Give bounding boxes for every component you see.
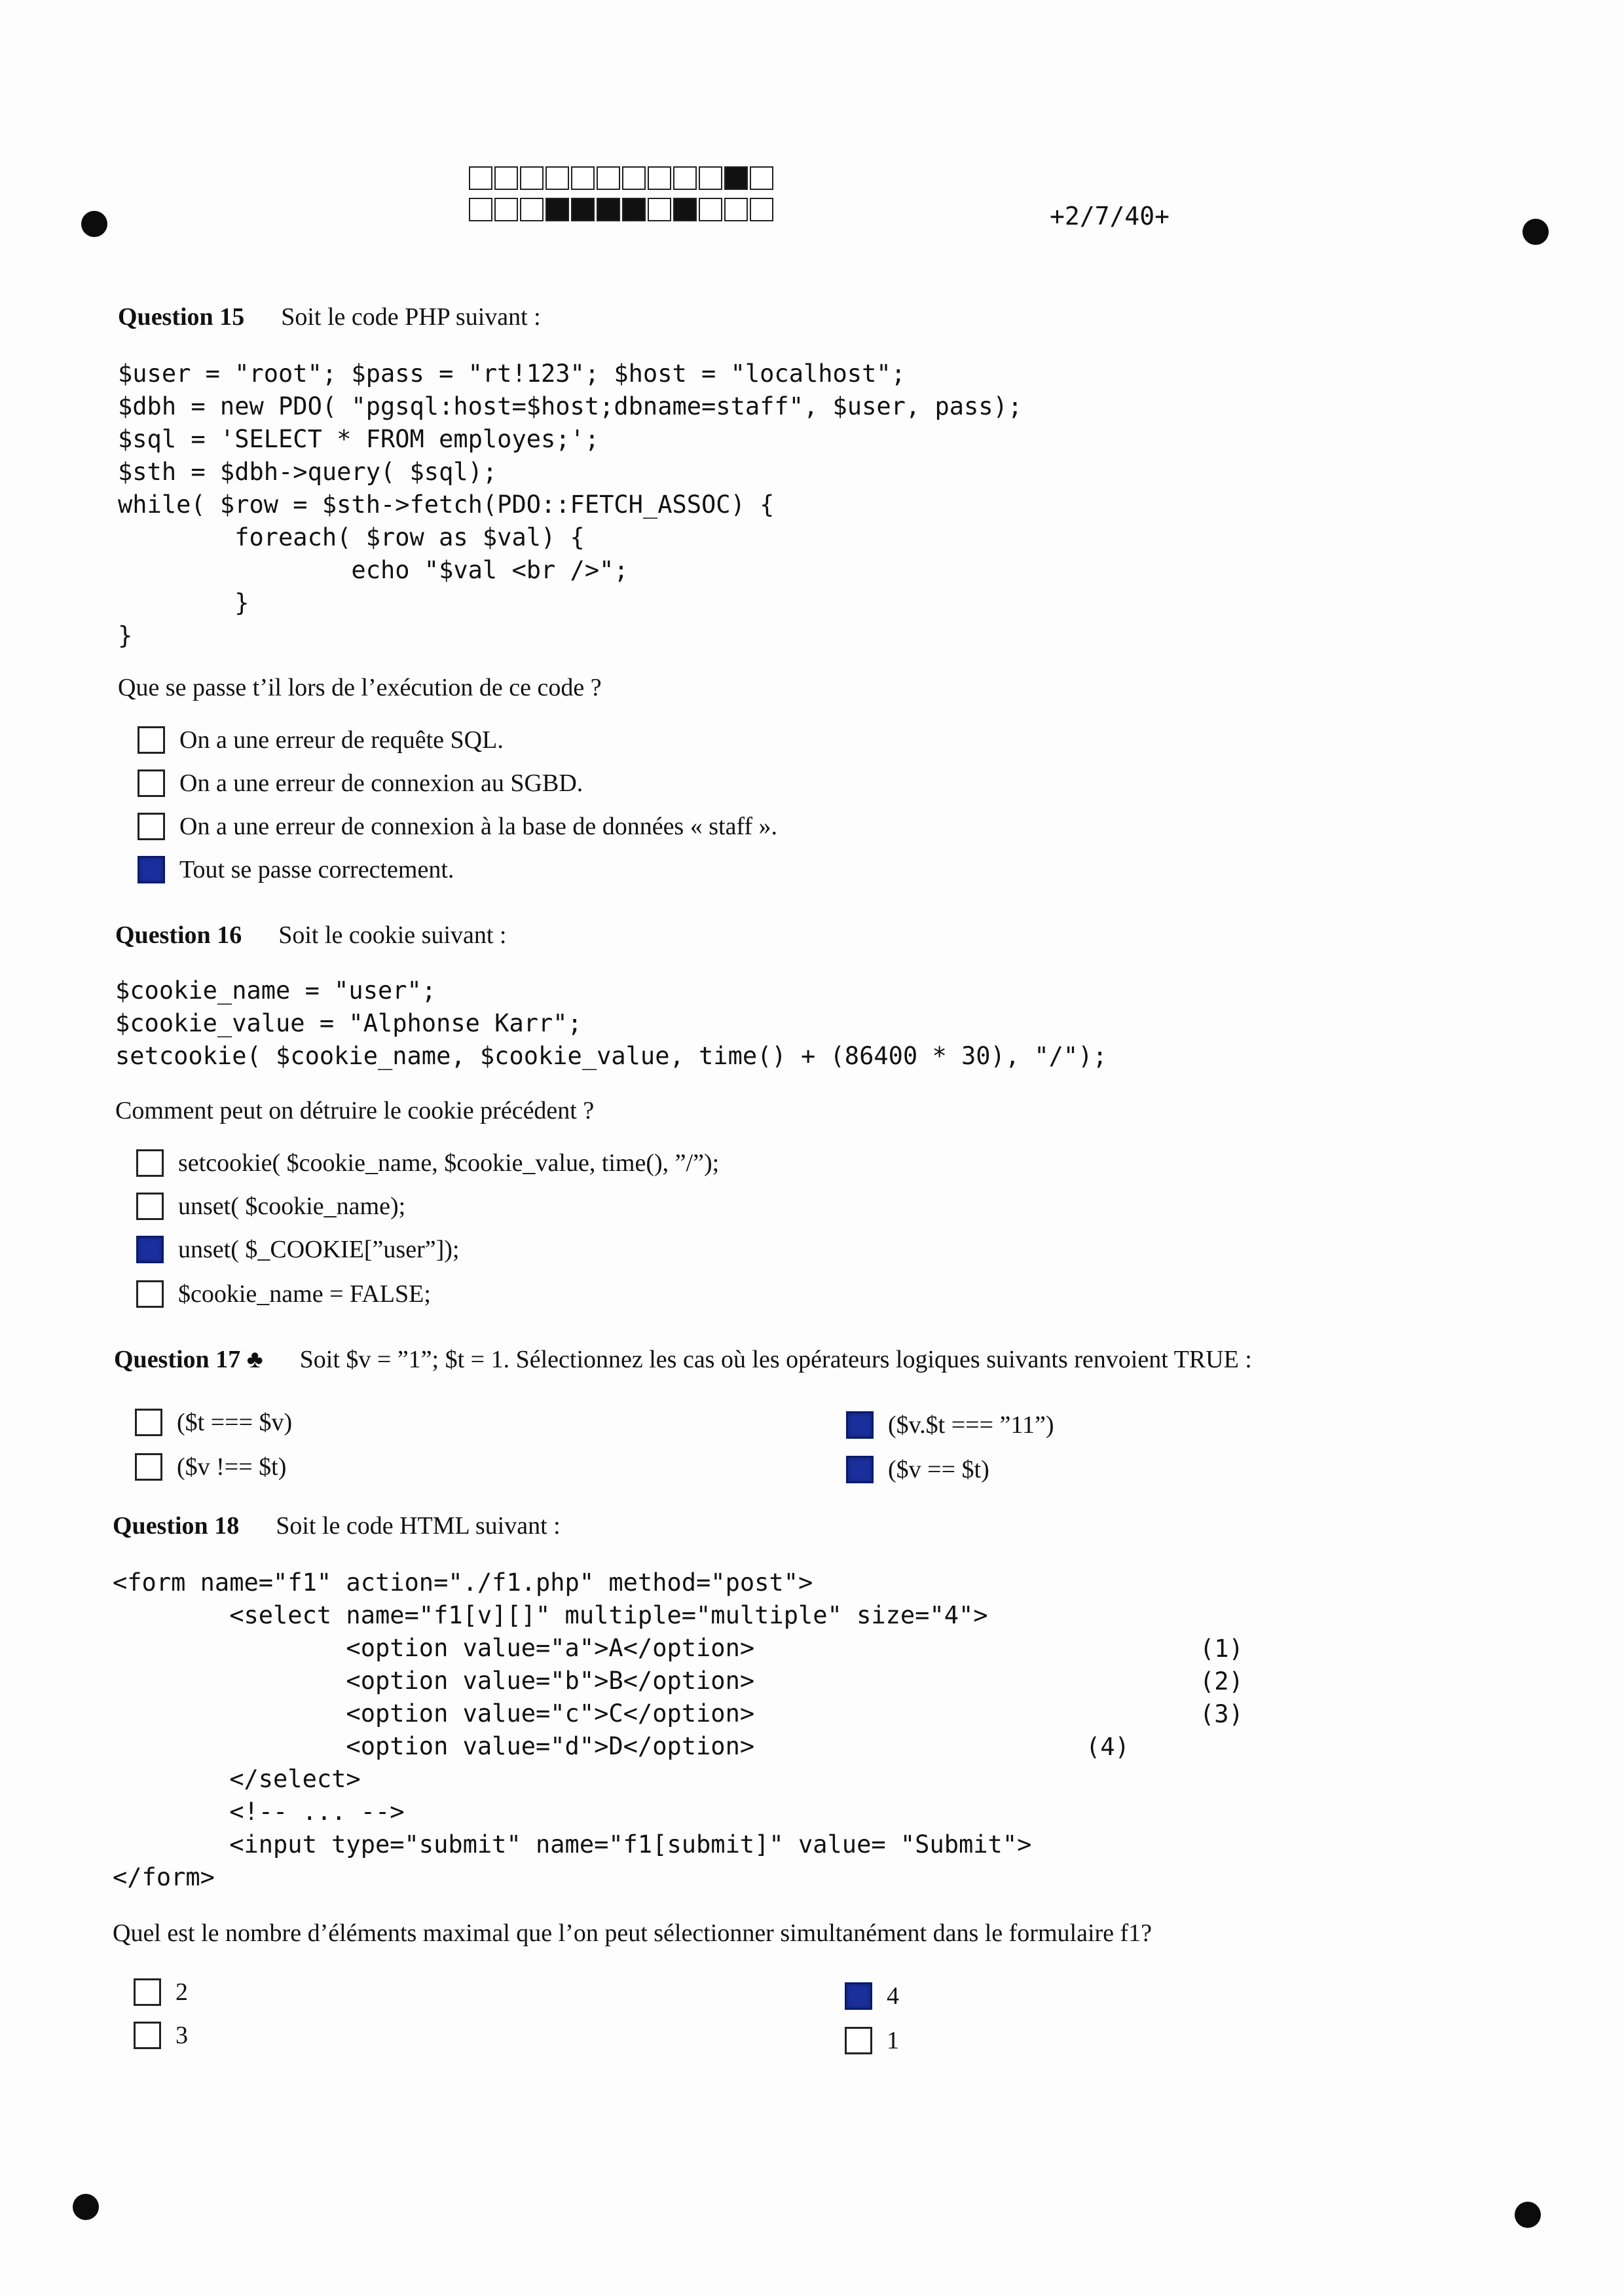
barcode-cell (724, 166, 748, 190)
barcode-row-2 (469, 198, 775, 221)
barcode-cell (494, 198, 518, 221)
checkbox[interactable] (138, 856, 165, 883)
checkbox[interactable] (846, 1456, 874, 1483)
q18-label: Question 18 (113, 1512, 240, 1540)
barcode-cell (469, 166, 492, 190)
option-label: ($t === $v) (177, 1409, 293, 1436)
annotation-1: (1) (1200, 1635, 1244, 1663)
barcode-cell (750, 166, 773, 190)
q18-option-4[interactable] (845, 2026, 899, 2055)
q17-text: Soit $v = ”1”; $t = 1. Sélectionnez les cas où les opérateurs logiques suivants renvoient TRUE : (299, 1346, 1252, 1373)
q15-option-2[interactable] (138, 769, 583, 798)
q17-option-1[interactable] (135, 1408, 292, 1437)
q18-option-1[interactable] (134, 1978, 188, 2007)
barcode-cell (494, 166, 518, 190)
checkbox[interactable] (136, 1236, 164, 1263)
barcode-cell (673, 166, 697, 190)
q16-label: Question 16 (115, 921, 242, 949)
barcode-cell (597, 198, 620, 221)
registration-mark-top-right (1522, 219, 1549, 245)
option-label: $cookie_name = FALSE; (178, 1280, 431, 1308)
q16-code: $cookie_name = "user"; $cookie_value = "Alphonse Karr"; setcookie( $cookie_name, $cookie_value, time() + (86400 * 30), "/"); (115, 976, 1107, 1070)
option-label: ($v == $t) (888, 1456, 989, 1483)
q16-text: Soit le cookie suivant : (278, 921, 507, 949)
q15-option-1[interactable] (138, 726, 504, 754)
checkbox[interactable] (846, 1411, 874, 1439)
q15-prompt: Que se passe t’il lors de l’exécution de ce code ? (118, 674, 602, 701)
barcode-cell (520, 198, 544, 221)
barcode-cell (545, 198, 569, 221)
club-icon: ♣ (246, 1346, 263, 1373)
q17-option-2[interactable] (135, 1453, 286, 1481)
option-label: ($v.$t === ”11”) (888, 1411, 1054, 1439)
barcode-cell (571, 198, 595, 221)
checkbox[interactable] (136, 1280, 164, 1308)
q16-option-4[interactable] (136, 1280, 431, 1308)
option-label: setcookie( $cookie_name, $cookie_value, time(), ”/”); (178, 1149, 720, 1177)
q16-prompt: Comment peut on détruire le cookie précédent ? (115, 1097, 595, 1124)
barcode-cell (597, 166, 620, 190)
barcode-cell (750, 198, 773, 221)
q18-option-3[interactable] (845, 1982, 899, 2010)
option-label: ($v !== $t) (177, 1453, 287, 1481)
barcode-cell (571, 166, 595, 190)
option-label: unset( $cookie_name); (178, 1193, 406, 1220)
q16-title (115, 921, 507, 950)
option-label: 2 (175, 1978, 188, 2006)
checkbox[interactable] (845, 2027, 872, 2054)
barcode-cell (545, 166, 569, 190)
checkbox[interactable] (845, 1982, 872, 2010)
q15-option-3[interactable] (138, 812, 777, 841)
barcode-cell (648, 198, 671, 221)
barcode-cell (520, 166, 544, 190)
q17-label: Question 17 ♣ (114, 1346, 263, 1373)
q15-title (118, 303, 541, 331)
checkbox[interactable] (134, 1978, 161, 2006)
q17-option-4[interactable] (846, 1455, 989, 1484)
option-label: On a une erreur de connexion au SGBD. (179, 769, 583, 797)
q18-option-2[interactable] (134, 2021, 188, 2050)
barcode-cell (699, 166, 722, 190)
barcode-row-1 (469, 166, 775, 190)
barcode-cell (469, 198, 492, 221)
option-label: 4 (887, 1982, 899, 2010)
q15-option-4[interactable] (138, 855, 454, 884)
annotation-4: (4) (1086, 1733, 1130, 1761)
barcode-cell (622, 198, 646, 221)
option-label: On a une erreur de requête SQL. (179, 726, 504, 754)
option-label: Tout se passe correctement. (179, 856, 454, 883)
registration-mark-bottom-left (73, 2194, 99, 2220)
q15-label: Question 15 (118, 303, 245, 331)
annotation-2: (2) (1200, 1667, 1244, 1695)
annotation-3: (3) (1200, 1700, 1244, 1728)
q15-text: Soit le code PHP suivant : (281, 303, 541, 331)
option-label: On a une erreur de connexion à la base de données « staff ». (179, 813, 778, 840)
checkbox[interactable] (134, 2022, 161, 2049)
barcode-cell (673, 198, 697, 221)
q16-option-3[interactable] (136, 1235, 459, 1264)
q18-title (113, 1511, 561, 1540)
barcode-cell (699, 198, 722, 221)
barcode-cell (724, 198, 748, 221)
q18-text: Soit le code HTML suivant : (276, 1512, 561, 1540)
q18-code: <form name="f1" action="./f1.php" method="post"> <select name="f1[v][]" multiple="multiple" size="4"> <option value="a">A</option> <option value="b">B</option> <option value="c">C</option> <option value="d">D</option> </select> <!-- ... --> <input type="submit" name="f1[submit]" value= "Submit"> </form> (113, 1568, 1032, 1891)
checkbox[interactable] (135, 1409, 162, 1436)
checkbox[interactable] (136, 1193, 164, 1220)
option-label: unset( $_COOKIE[”user”]); (178, 1236, 460, 1263)
option-label: 3 (175, 2022, 188, 2049)
q15-code: $user = "root"; $pass = "rt!123"; $host = "localhost"; $dbh = new PDO( "pgsql:host=$host;dbname=staff", $user, pass); $sql = 'SELECT * FROM employes;'; $sth = $dbh->query( $sql); while( $row = $sth->fetch(PDO::FETCH_ASSOC) { foreach( $row as $val) { echo "$val <br />"; } } (118, 360, 1023, 650)
barcode-cell (622, 166, 646, 190)
q16-option-2[interactable] (136, 1192, 405, 1221)
q17-title (114, 1345, 1252, 1374)
q18-prompt: Quel est le nombre d’éléments maximal que l’on peut sélectionner simultanément dans le formulaire f1? (113, 1919, 1153, 1947)
checkbox[interactable] (135, 1453, 162, 1481)
registration-mark-top-left (81, 211, 107, 237)
q16-option-1[interactable] (136, 1149, 719, 1177)
page-code: +2/7/40+ (1050, 202, 1170, 231)
q17-option-3[interactable] (846, 1411, 1054, 1439)
barcode-cell (648, 166, 671, 190)
checkbox[interactable] (138, 769, 165, 797)
registration-mark-bottom-right (1515, 2202, 1541, 2228)
checkbox[interactable] (138, 726, 165, 754)
checkbox[interactable] (136, 1149, 164, 1177)
option-label: 1 (887, 2027, 899, 2054)
checkbox[interactable] (138, 813, 165, 840)
